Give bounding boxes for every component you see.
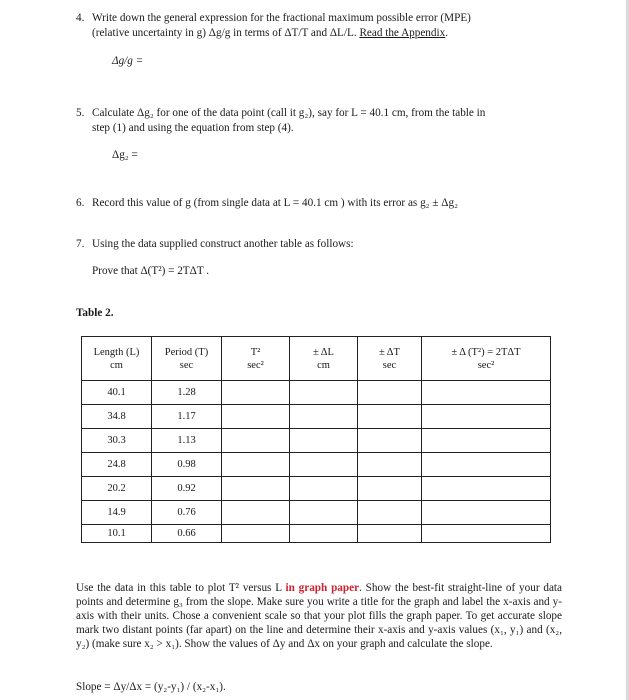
cell-length: 14.9 — [82, 501, 152, 525]
cell-period: 1.17 — [152, 405, 222, 429]
cell-empty[interactable] — [290, 429, 358, 453]
cell-period: 1.28 — [152, 381, 222, 405]
cell-empty[interactable] — [358, 405, 422, 429]
table-row — [82, 453, 551, 477]
cell-empty[interactable] — [290, 381, 358, 405]
cell-period: 1.13 — [152, 429, 222, 453]
cell-period: 0.98 — [152, 453, 222, 477]
cell-empty[interactable] — [358, 429, 422, 453]
graph-paper-highlight: in graph paper — [285, 582, 360, 594]
instructions-part2: . Show the best-fit straight-line of your data points and determine g₃ from the slope. Make sure you write a title for the graph and label the x-axis and y-axis with their units. Chose a convenient scale so that your plot fills the graph paper. To get accurate slope mark two distant points (far apart) on the line and determine their x-axis and y-axis values (x₁, y₁) and (x₂, y₂) (make sure x₂ > x₁). Show the values of Δy and Δx on your graph and calculate the slope. — [76, 582, 563, 650]
q5-answer-label: Δg₂ = — [112, 149, 138, 161]
appendix-link[interactable]: Read the Appendix — [359, 27, 446, 39]
cell-empty[interactable] — [290, 525, 358, 543]
header-delta-t: ± ΔT sec — [358, 337, 422, 381]
plot-instructions — [76, 581, 562, 651]
q7-prove: Prove that Δ(T²) = 2TΔT . — [92, 265, 210, 277]
cell-length: 34.8 — [82, 405, 152, 429]
table-header-row — [82, 337, 551, 381]
cell-length: 20.2 — [82, 477, 152, 501]
cell-empty[interactable] — [422, 381, 551, 405]
header-delta-l: ± ΔL cm — [290, 337, 358, 381]
cell-empty[interactable] — [222, 405, 290, 429]
header-period: Period (T) sec — [152, 337, 222, 381]
cell-empty[interactable] — [222, 381, 290, 405]
header-delta-t-squared: ± Δ (T²) = 2TΔT sec² — [422, 337, 551, 381]
table-caption: Table 2. — [76, 307, 114, 319]
q6-number: 6. — [76, 197, 85, 209]
cell-empty[interactable] — [422, 453, 551, 477]
cell-empty[interactable] — [358, 453, 422, 477]
q4-line2-end: . — [445, 27, 448, 39]
cell-empty[interactable] — [222, 525, 290, 543]
cell-length: 40.1 — [82, 381, 152, 405]
q6-line1: Record this value of g (from single data at L = 40.1 cm ) with its error as g₂ ± Δg₂ — [92, 197, 458, 209]
slope-formula: Slope = Δy/Δx = (y₂-y₁) / (x₂-x₁). — [76, 681, 226, 693]
cell-empty[interactable] — [358, 501, 422, 525]
cell-length: 30.3 — [82, 429, 152, 453]
table-row — [82, 405, 551, 429]
cell-empty[interactable] — [290, 453, 358, 477]
cell-empty[interactable] — [222, 501, 290, 525]
q4-line1: Write down the general expression for the fractional maximum possible error (MPE) — [92, 12, 471, 24]
q4-number: 4. — [76, 12, 85, 24]
cell-empty[interactable] — [290, 477, 358, 501]
cell-empty[interactable] — [358, 381, 422, 405]
q7-number: 7. — [76, 238, 85, 250]
cell-length: 24.8 — [82, 453, 152, 477]
table-row — [82, 429, 551, 453]
cell-empty[interactable] — [422, 429, 551, 453]
q4-line2-text: (relative uncertainty in g) Δg/g in terms of ΔT/T and ΔL/L. — [92, 27, 360, 39]
q5-line1: Calculate Δg₂ for one of the data point (call it g₂), say for L = 40.1 cm, from the table in — [92, 107, 486, 119]
table-row — [82, 525, 551, 543]
cell-empty[interactable] — [358, 525, 422, 543]
cell-empty[interactable] — [222, 453, 290, 477]
table-row — [82, 501, 551, 525]
table-row — [82, 477, 551, 501]
cell-empty[interactable] — [222, 429, 290, 453]
cell-period: 0.66 — [152, 525, 222, 543]
cell-empty[interactable] — [290, 405, 358, 429]
cell-empty[interactable] — [422, 405, 551, 429]
cell-empty[interactable] — [222, 477, 290, 501]
data-table — [81, 336, 551, 543]
instructions-part1: Use the data in this table to plot T² versus L — [76, 582, 286, 594]
q4-line2 — [92, 26, 448, 40]
cell-empty[interactable] — [422, 501, 551, 525]
q5-number: 5. — [76, 107, 85, 119]
cell-empty[interactable] — [358, 477, 422, 501]
cell-length: 10.1 — [82, 525, 152, 543]
header-t-squared: T² sec² — [222, 337, 290, 381]
cell-empty[interactable] — [290, 501, 358, 525]
cell-empty[interactable] — [422, 525, 551, 543]
q4-answer-label: Δg/g = — [112, 55, 144, 67]
cell-empty[interactable] — [422, 477, 551, 501]
cell-period: 0.76 — [152, 501, 222, 525]
q7-line1: Using the data supplied construct another table as follows: — [92, 238, 354, 250]
q5-line2: step (1) and using the equation from step (4). — [92, 122, 294, 134]
table-row — [82, 381, 551, 405]
header-length: Length (L) cm — [82, 337, 152, 381]
cell-period: 0.92 — [152, 477, 222, 501]
